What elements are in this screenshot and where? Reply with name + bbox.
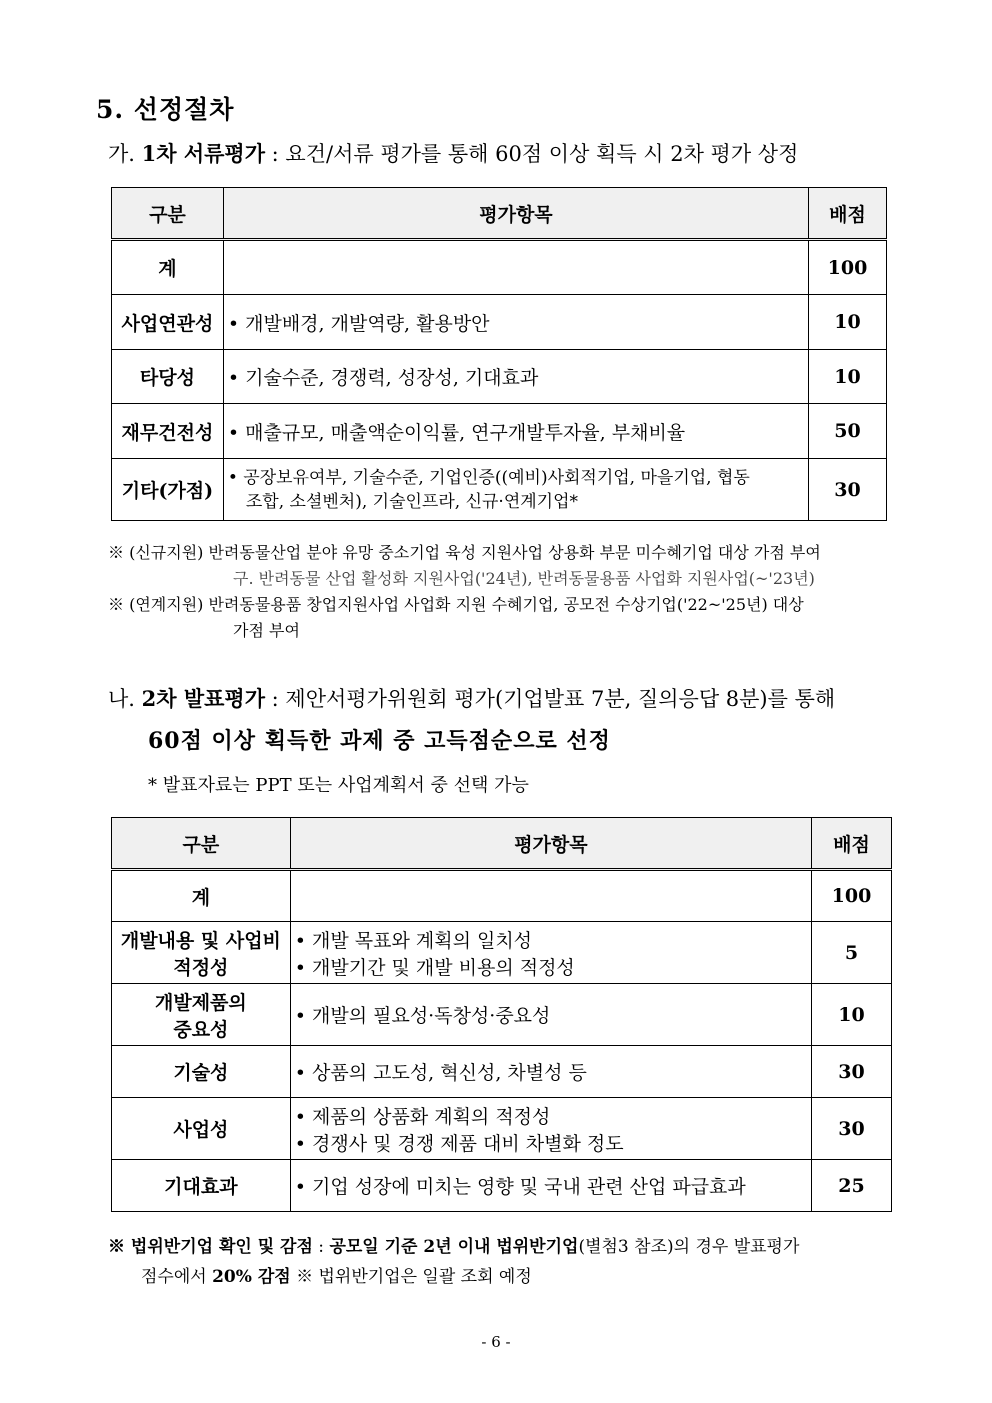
evaluation-item: • 개발배경, 개발역량, 활용방안 [227, 312, 490, 335]
evaluation-item: • 매출규모, 매출액순이익률, 연구개발투자율, 부채비율 [227, 421, 686, 444]
page-number: - 6 - [481, 1333, 511, 1351]
table-row [112, 922, 892, 984]
note-linked-support [108, 592, 821, 644]
row-category [112, 1098, 291, 1160]
evaluation-item: 조합, 소셜벤처), 기술인프라, 신규·연계기업* [245, 491, 579, 512]
violation-title: 법위반기업 확인 및 감점 [130, 1237, 313, 1257]
step1-prefix: 가. [108, 142, 142, 166]
note-line: 구. 반려동물 산업 활성화 지원사업('24년), 반려동물용품 사업화 지원사업(~'23년) [233, 569, 815, 588]
category-label: 타당성 [139, 367, 195, 389]
note-line: ※ (신규지원) 반려동물산업 분야 유망 중소기업 육성 지원사업 상용화 부문 미수혜기업 대상 가점 부여 [108, 543, 821, 562]
evaluation-item: • 공장보유여부, 기술수준, 기업인증((예비)사회적기업, 마을기업, 협동 [227, 467, 750, 488]
category-label: 사업연관성 [121, 312, 214, 335]
violation-text: 점수에서 [141, 1267, 213, 1287]
row-items [223, 459, 808, 521]
category-label: 계 [158, 258, 177, 280]
row-items [290, 922, 811, 984]
table-row [112, 295, 887, 350]
violation-note-line2 [108, 1262, 799, 1292]
row-items [290, 1046, 811, 1098]
row-score: 5 [812, 922, 892, 984]
header-score: 배점 [809, 188, 887, 240]
step2-note: * 발표자료는 PPT 또는 사업계획서 중 선택 가능 [148, 775, 529, 796]
row-score: 25 [812, 1160, 892, 1212]
row-items [223, 240, 808, 295]
table-row [112, 240, 887, 295]
step1-heading [108, 138, 798, 168]
evaluation-item: • 기술수준, 경쟁력, 성장성, 기대효과 [227, 367, 539, 389]
row-score: 30 [812, 1046, 892, 1098]
header-score: 배점 [812, 818, 892, 870]
header-items: 평가항목 [290, 818, 811, 870]
row-category [112, 1046, 291, 1098]
category-label: 사업성 [173, 1119, 229, 1141]
category-label: 적정성 [173, 956, 229, 979]
step1-desc: : 요건/서류 평가를 통해 60점 이상 획득 시 2차 평가 상정 [265, 142, 799, 166]
category-label: 개발제품의 [154, 991, 247, 1014]
category-label: 기대효과 [164, 1176, 238, 1198]
row-score: 50 [809, 404, 887, 459]
row-items [223, 295, 808, 350]
table-row [112, 870, 892, 922]
row-category [112, 1160, 291, 1212]
note-line: 가점 부여 [233, 621, 300, 640]
evaluation-item: • 개발의 필요성·독창성·중요성 [294, 1005, 551, 1027]
table-header-row [112, 188, 887, 240]
penalty-amount: 20% 감점 [212, 1267, 291, 1287]
evaluation-item: • 개발 목표와 계획의 일치성 [294, 929, 533, 952]
evaluation-item: • 제품의 상품화 계획의 적정성 [294, 1105, 551, 1128]
row-category [112, 984, 291, 1046]
evaluation-item: • 상품의 고도성, 혁신성, 차별성 등 [294, 1062, 587, 1084]
category-label: 중요성 [173, 1018, 229, 1041]
row-items [290, 1098, 811, 1160]
category-label: 계 [191, 886, 211, 909]
violation-text: (별첨3 참조)의 경우 발표평가 [578, 1237, 800, 1257]
row-items [290, 984, 811, 1046]
row-score: 30 [812, 1098, 892, 1160]
evaluation-item: • 기업 성장에 미치는 영향 및 국내 관련 산업 파급효과 [294, 1176, 746, 1198]
step2-desc: : 제안서평가위원회 평가(기업발표 7분, 질의응답 8분)를 통해 [265, 687, 836, 711]
separator: : [312, 1237, 330, 1257]
row-category [112, 922, 291, 984]
violation-text: ※ 법위반기업은 일괄 조회 예정 [290, 1267, 532, 1287]
step2-heading [108, 683, 835, 713]
row-category [112, 350, 224, 404]
violation-note [108, 1232, 799, 1292]
evaluation-table-1 [111, 187, 887, 521]
row-category [112, 240, 224, 295]
step2-prefix: 나. [108, 687, 142, 711]
table-row [112, 459, 887, 521]
table-row [112, 1098, 892, 1160]
row-items [290, 870, 811, 922]
row-score: 100 [812, 870, 892, 922]
evaluation-item: • 개발기간 및 개발 비용의 적정성 [294, 956, 575, 979]
table-row [112, 1160, 892, 1212]
section-title: 5. 선정절차 [96, 95, 235, 124]
row-items [223, 404, 808, 459]
row-category [112, 295, 224, 350]
category-label: 재무건전성 [121, 421, 214, 444]
row-category [112, 404, 224, 459]
step2-selection-line: 60점 이상 획득한 과제 중 고득점순으로 선정 [148, 728, 611, 754]
header-category: 구분 [112, 188, 224, 240]
row-score: 10 [812, 984, 892, 1046]
header-items: 평가항목 [223, 188, 808, 240]
notes-1 [108, 540, 821, 644]
row-score: 10 [809, 350, 887, 404]
note-mark: ※ [108, 1237, 131, 1257]
header-category: 구분 [112, 818, 291, 870]
row-score: 30 [809, 459, 887, 521]
table-header-row [112, 818, 892, 870]
category-label: 기술성 [173, 1062, 229, 1084]
evaluation-table-2 [111, 817, 892, 1212]
table-row [112, 404, 887, 459]
category-label: 기타(가점) [121, 480, 214, 502]
category-label: 개발내용 및 사업비 [120, 929, 281, 952]
row-items [223, 350, 808, 404]
row-score: 10 [809, 295, 887, 350]
table-row [112, 350, 887, 404]
row-items [290, 1160, 811, 1212]
row-category [112, 870, 291, 922]
table-row [112, 1046, 892, 1098]
row-category [112, 459, 224, 521]
violation-criteria: 공모일 기준 2년 이내 법위반기업 [329, 1237, 579, 1257]
note-new-support [108, 540, 821, 592]
table-row [112, 984, 892, 1046]
evaluation-item: • 경쟁사 및 경쟁 제품 대비 차별화 정도 [294, 1132, 624, 1155]
row-score: 100 [809, 240, 887, 295]
violation-note-line1 [108, 1232, 799, 1262]
note-line: ※ (연계지원) 반려동물용품 창업지원사업 사업화 지원 수혜기업, 공모전 수상기업('22~'25년) 대상 [108, 595, 804, 614]
step1-title: 1차 서류평가 [141, 141, 265, 166]
step2-title: 2차 발표평가 [141, 686, 265, 711]
